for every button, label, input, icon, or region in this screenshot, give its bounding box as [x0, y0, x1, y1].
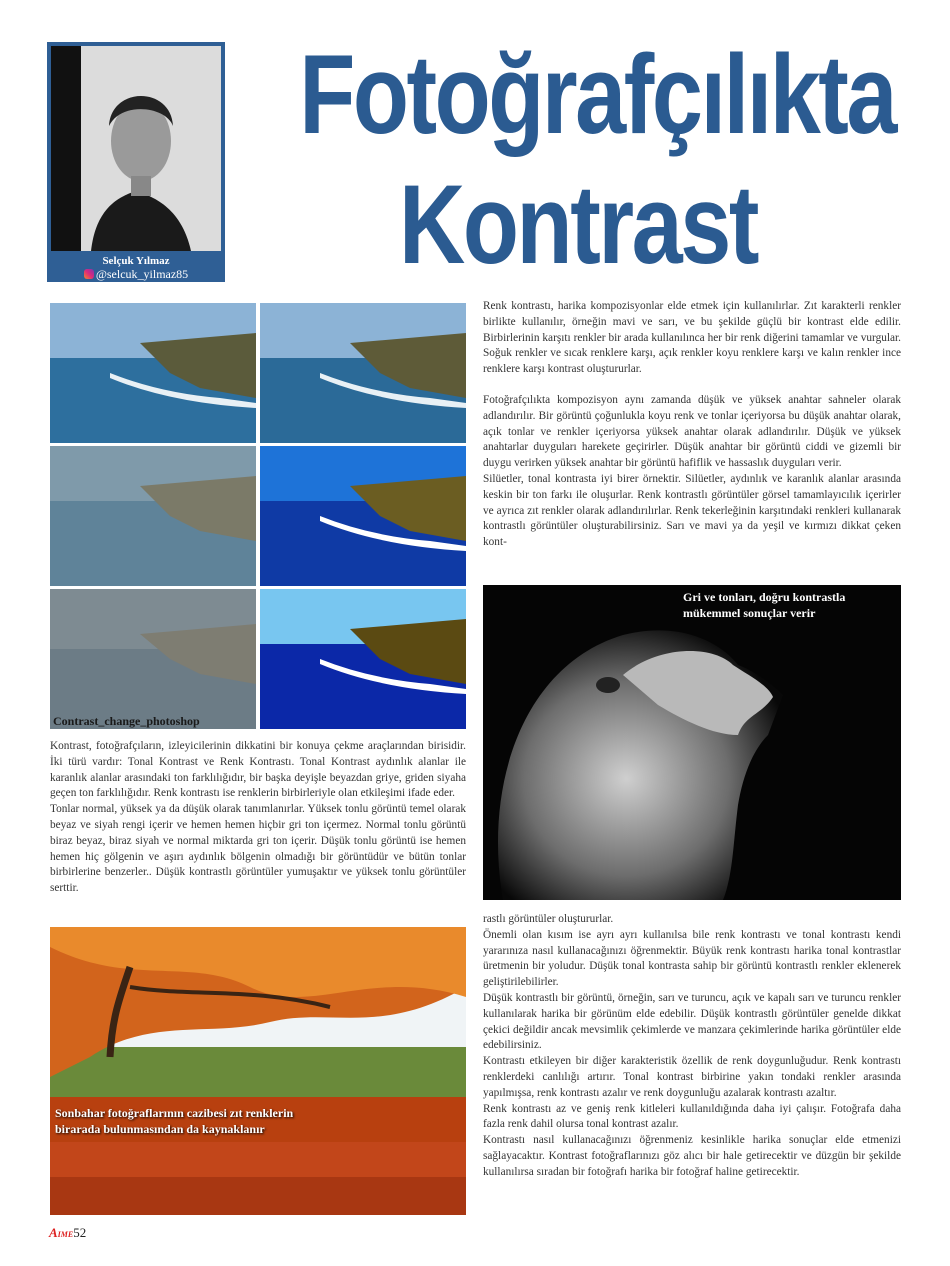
- right-paragraph-6: Düşük kontrastlı bir görüntü, örneğin, sarı ve turuncu, açık ve kapalı sarı ve turuncu renkler kullanılarak harika bir görünüm elde edebilir. Düşük kontrastlı görüntüler genelde dikkat çekici değildir ancak mevsimlik çekimlerde ve manzara çekimlerinde harika görüntüler elde edebilirsiniz.: [483, 991, 901, 1052]
- instagram-handle: @selcuk_yilmaz85: [95, 267, 189, 281]
- right-text-bottom: [483, 912, 901, 1181]
- page-number: 52: [73, 1225, 87, 1240]
- right-paragraph-8: Renk kontrastı az ve geniş renk kitleleri kullanıldığında daha iyi çalışır. Fotoğrafa daha fazla renk dahil olursa tonal kontrast azalır.: [483, 1102, 901, 1131]
- right-paragraph-5: Önemli olan kısım ise ayrı ayrı kullanılsa bile renk kontrastı ve tonal kontrastı kendi yararınıza nasıl kullanacağınızı öğrenmektir. Büyük renk kontrastı harika tonal kontrastlar üretmenin bir yoludur. Düşük tonal kontrasta sahip bir görüntü kontrastlı renkler eklenerek geliştirilebilirler.: [483, 928, 901, 989]
- author-box: [47, 42, 225, 282]
- autumn-caption-line-1: Sonbahar fotoğraflarının cazibesi zıt renklerin: [55, 1106, 294, 1120]
- left-text-column: [50, 739, 466, 897]
- grid-tile-2: [260, 303, 466, 443]
- title-line-1: Fotoğrafçılıkta: [299, 32, 896, 157]
- grid-tile-1: [50, 303, 256, 443]
- magazine-logo-icon: AIME: [49, 1225, 74, 1240]
- author-handle[interactable]: [51, 267, 221, 282]
- right-paragraph-4: rastlı görüntüler oluştururlar.: [483, 913, 614, 925]
- autumn-caption-line-2: birarada bulunmasından da kaynaklanır: [55, 1122, 265, 1136]
- right-text-top: [483, 299, 901, 551]
- autumn-photo: [50, 927, 466, 1215]
- contrast-image-grid: [50, 303, 466, 731]
- lion-photo: [483, 585, 901, 900]
- page-title: [299, 30, 896, 290]
- author-name: Selçuk Yılmaz: [102, 255, 170, 267]
- grid-tile-4: [260, 446, 466, 586]
- autumn-caption: [55, 1105, 293, 1137]
- page-footer: [49, 1225, 86, 1241]
- left-paragraph-2: Tonlar normal, yüksek ya da düşük olarak tanımlanırlar. Yüksek tonlu görüntü temel olarak beyaz ve siyah rengi içerir ve hemen hemen hiçbir gri ton içermez. Normal tonlu görüntü biraz beyaz, biraz siyah ve normal miktarda gri ton içerir. Düşük tonlu görüntü ise hemen hemen hiç gölgenin ve aşırı aydınlık bölgenin olmadığı bir görüntüdür ve bütün tonlar birbirlerine benzerler.. Düşük kontrastlı görüntüler yumuşaktır ve yüksek tonlu görüntüler serttir.: [50, 803, 466, 895]
- lion-caption: Gri ve tonları, doğru kontrastla mükemmel sonuçlar verir: [683, 590, 846, 620]
- grid-caption: Contrast_change_photoshop: [53, 714, 200, 728]
- right-paragraph-9: Kontrastı nasıl kullanacağınızı öğrenmeniz kesinlikle harika sonuçlar elde etmenizi sağlayacaktır. Kontrast fotoğraflarınızı göz alıcı bir hale getirecektir ve düzgün bir şekilde kullanılırsa sıradan bir fotoğrafı harika bir fotoğraf haline getirecektir.: [483, 1134, 901, 1178]
- right-paragraph-3: Silüetler, tonal kontrasta iyi birer örnektir. Silüetler, aydınlık ve karanlık alanlar arasında keskin bir ton farkı ile oluşurlar. Renk kontrastlı görüntüler görsel tamamlayıcılık içerirler ve ayrıca zıt renkler olarak adlandırılırlar. Renk tekerleğinin karşıtındaki renkleri kullanarak kontrastlı görüntüler oluşturabilirsiniz. Sarı ve mavi ya da yeşil ve kırmızı dikkat çeken kont-: [483, 472, 901, 549]
- author-photo: [51, 46, 221, 251]
- grid-tile-6: [260, 589, 466, 729]
- right-paragraph-7: Kontrastı etkileyen bir diğer karakteristik özellik de renk doygunluğudur. Renk kontrastı renklerdeki canlılığı artırır. Tonal kontrast birbirine yakın tondaki renkler arasında yapılmışsa, renk kontrastı azalır ve renk doygunluğu azalarak kontrastı azaltır.: [483, 1055, 901, 1099]
- grid-tile-3: [50, 446, 256, 586]
- instagram-icon: [84, 269, 94, 279]
- right-paragraph-2: Fotoğrafçılıkta kompozisyon aynı zamanda düşük ve yüksek anahtar sahneler olarak adlandırılır. Bir görüntü çoğunlukla koyu renk ve tonlar içeriyorsa bu düşük anahtar olarak, açık tonlar ve renkler içeriyorsa yüksek anahtar olarak adlandırılır. Düşük ve yüksek anahtarlar duyguları harekete geçirirler. Düşük anahtar bir görüntü ciddi ve gizemli bir duygu verirken yüksek anahtar bir görüntü hafiflik ve hassaslık duyguları verir.: [483, 393, 901, 470]
- right-paragraph-1: Renk kontrastı, harika kompozisyonlar elde etmek için kullanılırlar. Zıt karakterli renkler birlikte kullanılır, örneğin mavi ve sarı, ve bu şekilde güçlü bir kontrast elde edilir. Birbirlerinin karşıtı renkler bir arada kullanılınca her bir renk diğerini tamamlar ve vurgular. Soğuk renkler ve sıcak renklere karşı, açık renkler koyu renklere karşı ve kalın renkler ince renklere karşı kontrast oluştururlar.: [483, 300, 901, 376]
- grid-tile-5: [50, 589, 256, 729]
- left-paragraph-1: Kontrast, fotoğrafçıların, izleyicilerinin dikkatini bir konuya çekme araçlarından birisidir. İki türü vardır: Tonal Kontrast ve Renk Kontrastı. Tonal Kontrast aydınlık alanlar ile karanlık alanlar arasındaki ton farklılığıdır, bir başka deyişle beyazdan griye, griden siyaha geçen ton farklılığıdır. Renk kontrastı ise renklerin birbirleriyle olan etkileşimi ifade eder.: [50, 740, 466, 800]
- title-line-2: Kontrast: [399, 162, 757, 287]
